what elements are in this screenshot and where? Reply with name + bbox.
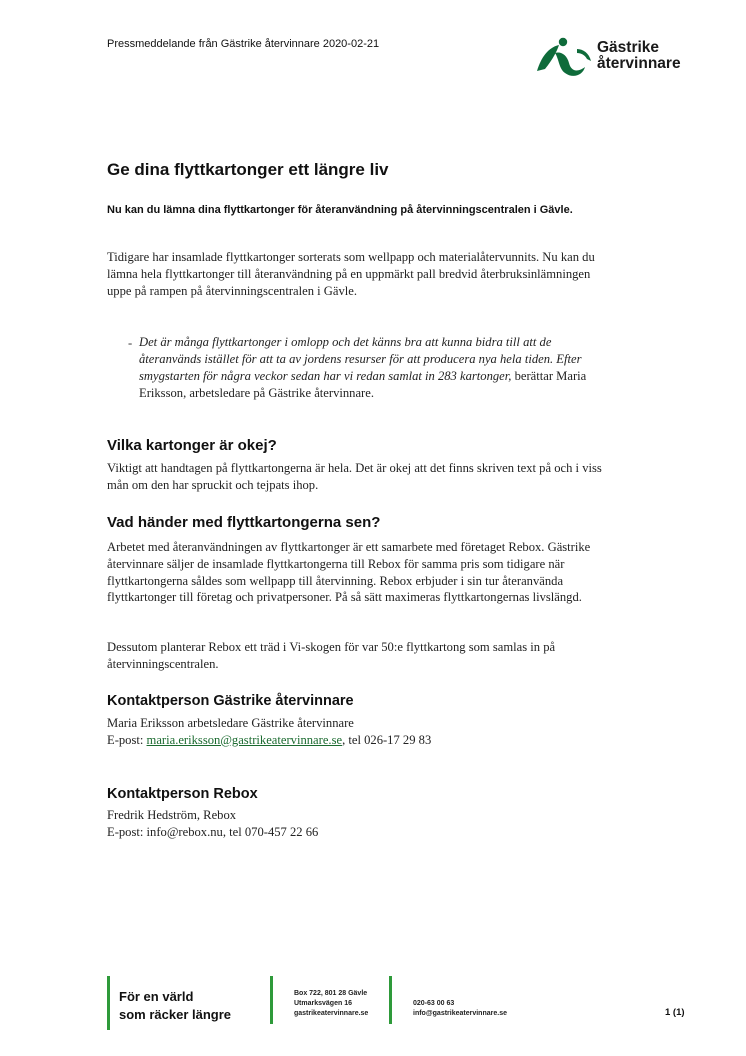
contact-email-label: E-post: — [107, 732, 147, 747]
contact-name-gastrike: Maria Eriksson arbetsledare Gästrike återvinnare — [107, 716, 354, 730]
footer-email: info@gastrikeatervinnare.se — [413, 1010, 507, 1017]
contact-phone-rebox: , tel 070-457 22 66 — [222, 824, 319, 839]
footer-divider — [107, 976, 110, 1030]
footer-address-line1: Box 722, 801 28 Gävle — [294, 990, 368, 997]
footer-slogan-line2: som räcker längre — [119, 1007, 232, 1022]
contact-phone-gastrike: , tel 026-17 29 83 — [342, 732, 432, 747]
contact-heading-rebox: Kontaktperson Rebox — [107, 786, 258, 802]
paragraph-intro: Tidigare har insamlade flyttkartonger sorterats som wellpapp och materialåtervunnits. Nu kan du lämna hela flyttkartonger till återanvändning på en uppmärkt pall bredvid återbruksinlämningen uppe på rampen på återvinningscentralen i Gävle. — [107, 250, 595, 298]
contact-block-rebox — [107, 807, 607, 841]
article-title: Ge dina flyttkartonger ett längre liv — [107, 160, 389, 179]
footer-divider — [389, 976, 392, 1024]
footer-address-line2: Utmarksvägen 16 — [294, 1000, 352, 1007]
page-footer — [0, 970, 746, 1030]
page-number: 1 (1) — [665, 1007, 685, 1018]
quote-block — [139, 334, 609, 402]
section-text-vi-skogen: Dessutom planterar Rebox ett träd i Vi-skogen för var 50:e flyttkartong som samlas in på återvinningscentralen. — [107, 640, 556, 671]
section-heading-vad-hander: Vad händer med flyttkartongerna sen? — [107, 514, 381, 531]
logo-text-line2: återvinnare — [597, 55, 681, 72]
contact-block-gastrike — [107, 715, 607, 749]
contact-heading-gastrike: Kontaktperson Gästrike återvinnare — [107, 693, 354, 709]
press-release-header: Pressmeddelande från Gästrike återvinnare 2020-02-21 — [107, 38, 380, 50]
section-heading-kartonger: Vilka kartonger är okej? — [107, 437, 277, 454]
footer-website: gastrikeatervinnare.se — [294, 1010, 369, 1017]
quote-dash: - — [128, 336, 133, 350]
footer-slogan — [119, 988, 231, 1024]
contact-email-link-gastrike[interactable]: maria.eriksson@gastrikeatervinnare.se — [146, 732, 343, 747]
contact-email-label: E-post: — [107, 824, 147, 839]
logo-text-line1: Gästrike — [597, 39, 660, 56]
contact-email-rebox: info@rebox.nu — [146, 824, 223, 839]
footer-divider — [270, 976, 273, 1024]
contact-email-row-rebox — [107, 824, 607, 841]
footer-address — [294, 989, 368, 1019]
contact-name-rebox: Fredrik Hedström, Rebox — [107, 808, 237, 822]
contact-email-row-gastrike — [107, 732, 607, 749]
gastrike-logo — [533, 35, 703, 77]
logo-mark-icon — [533, 35, 595, 77]
quote-attribution: berättar Maria Eriksson, arbetsledare på Gästrike återvinnare. — [139, 369, 587, 400]
footer-phone: 020-63 00 63 — [413, 1000, 455, 1007]
section-text-vad-hander: Arbetet med återanvändningen av flyttkartonger är ett samarbete med företaget Rebox. Gästrike återvinnare säljer de insamlade flyttkartongerna till Rebox för samma pris som tidigare när flyttkartongerna såldes som wellpapp till återvinning. Rebox erbjuder i sin tur återanvända flyttkartonger till företag och privatpersoner. På så sätt maximeras flyttkartongernas livslängd. — [107, 540, 591, 605]
section-text-kartonger: Viktigt att handtagen på flyttkartongerna är hela. Det är okej att det finns skriven text på och i viss mån om den har spruckit och tejpats ihop. — [107, 461, 602, 492]
article-lead: Nu kan du lämna dina flyttkartonger för återanvändning på återvinningscentralen i Gävle. — [107, 204, 573, 216]
footer-contact — [413, 999, 507, 1019]
footer-slogan-line1: För en värld — [119, 989, 194, 1004]
quote-italic: Det är många flyttkartonger i omlopp och det känns bra att kunna bidra till att de återanvänds istället för att ta av jordens resurser för att producera nya hela tiden. Efter smygstarten för några veckor sedan har vi redan samlat in 283 kartonger, — [139, 335, 582, 383]
